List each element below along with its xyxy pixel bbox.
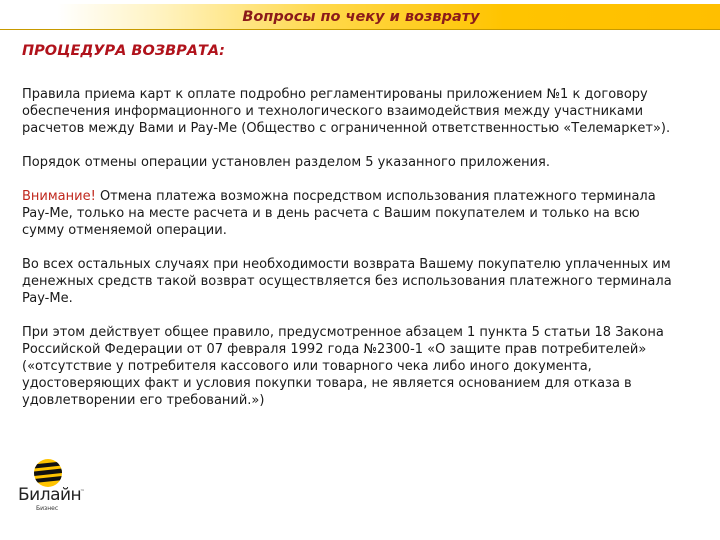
paragraph-attention [22, 188, 682, 239]
brand-name: Билайн [18, 485, 82, 505]
page-title: Вопросы по чеку и возврату [242, 9, 480, 25]
brand-trademark: ™ [80, 489, 85, 495]
brand-subtitle: Бизнес [36, 505, 59, 512]
section-heading: ПРОЦЕДУРА ВОЗВРАТА: [22, 43, 225, 59]
beeline-logo [18, 458, 98, 518]
attention-label: Внимание! [22, 189, 96, 204]
paragraph-rules: Правила приема карт к оплате подробно регламентированы приложением №1 к договору обеспечения информационного и технологического взаимодействия между участниками расчетов между Вами и Pay-Me (Общество с ограниченной ответственностью «Телемаркет»). [22, 87, 671, 136]
body-text [22, 86, 682, 426]
paragraph-law: При этом действует общее правило, предусмотренное абзацем 1 пункта 5 статьи 18 Закона Российской Федерации от 07 февраля 1992 года №2300-1 «О защите прав потребителей» («отсутствие у потребителя кассового или товарного чека либо иного документа, удостоверяющих факт и условия покупки товара, не является основанием для отказа в удовлетворении его требований.») [22, 325, 664, 408]
paragraph-other-cases: Во всех остальных случаях при необходимости возврата Вашему покупателю уплаченных им денежных средств такой возврат осуществляется без использования платежного терминала Pay-Me. [22, 257, 672, 306]
attention-text: Отмена платежа возможна посредством использования платежного терминала Pay-Me, только на месте расчета и в день расчета с Вашим покупателем и только на всю сумму отменяемой операции. [22, 189, 656, 238]
paragraph-procedure: Порядок отмены операции установлен разделом 5 указанного приложения. [22, 155, 550, 170]
header-divider [0, 29, 720, 30]
beeline-ball-icon [33, 458, 63, 488]
